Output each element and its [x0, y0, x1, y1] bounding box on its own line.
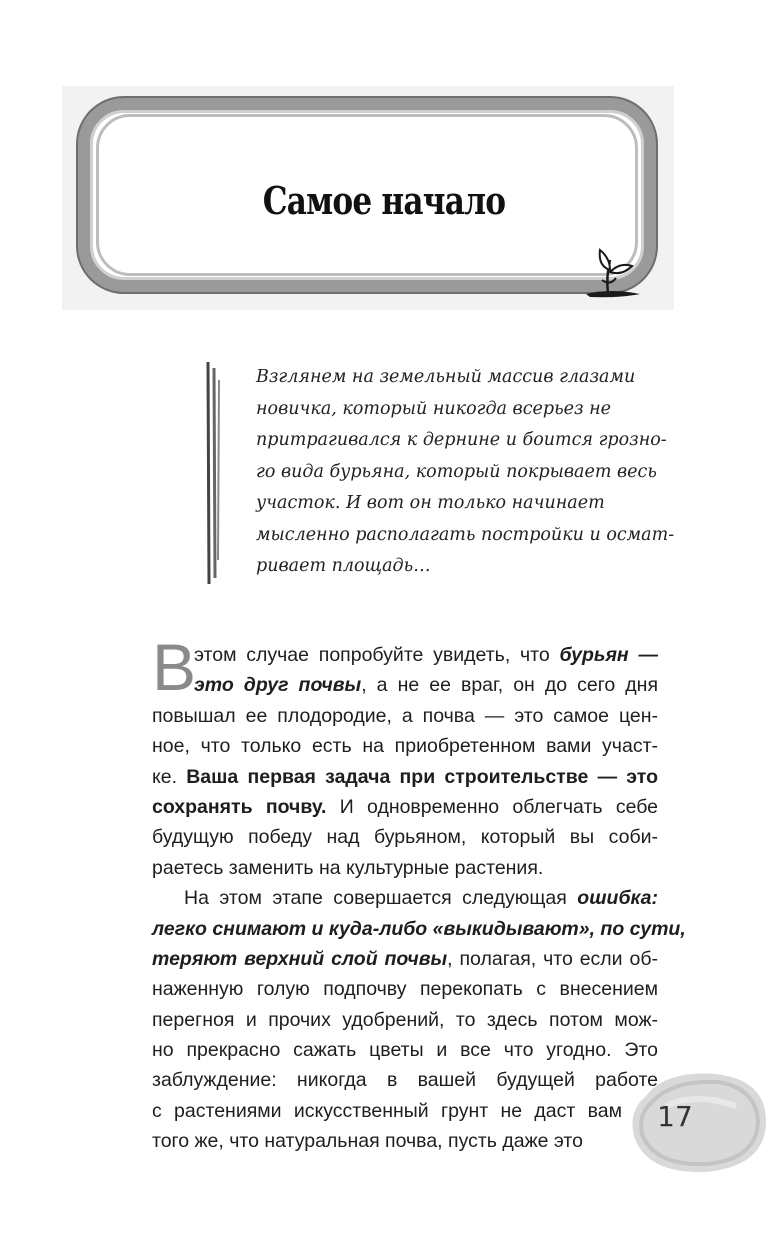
body-line: заблуждение: никогда в вашей будущей работе [152, 1069, 658, 1092]
page-number: 17 [657, 1100, 693, 1133]
text-run: этом случае попробуйте увидеть, что [194, 644, 560, 666]
body-line: повышал ее плодородие, а почва — это самое цен- [152, 704, 658, 727]
intro-line: участок. И вот он только начинает [256, 493, 605, 513]
sprout-icon [580, 236, 644, 302]
body-line: ное, что только есть на приобретенном вами участ- [152, 735, 658, 758]
text-run: , а не ее враг, он до сего дня [361, 674, 659, 697]
body-line: раетесь заменить на культурные растения. [152, 856, 544, 879]
body-line [152, 670, 658, 700]
body-line: но прекрасно сажать цветы и все что угодно. Это [152, 1039, 658, 1062]
text-run: И одновременно облегчать себе [326, 795, 659, 818]
body-line [152, 762, 658, 792]
body-line [152, 792, 658, 822]
intro-line: притрагивался к дернине и боится грозно- [256, 430, 667, 450]
text-run: , полагая, что если об- [447, 947, 658, 970]
intro-line: го вида бурьяна, который покрывает весь [256, 461, 657, 482]
chapter-title: Самое начало [262, 178, 506, 223]
body-line: легко снимают и куда-либо «выкидывают», по сути, [152, 917, 686, 940]
intro-text [256, 362, 675, 583]
body-line [152, 883, 658, 913]
quote-bars [204, 360, 222, 586]
body-line: наженную голую подпочву перекопать с внесением [152, 978, 658, 1001]
emphasis: Ваша первая задача при строительстве — это [186, 765, 658, 788]
body-line [152, 944, 658, 974]
text-run: ке. [152, 765, 187, 788]
body-line: с растениями искусственный грунт не даст вам [152, 1099, 622, 1122]
emphasis: бурьян — [559, 644, 658, 666]
intro-line: новичка, который никогда всерьез не [256, 398, 611, 419]
intro-line: ривает площадь… [256, 556, 431, 576]
body-line: будущую победу над бурьяном, который вы соби- [152, 826, 658, 849]
body-line: того же, что натуральная почва, пусть даже это [152, 1130, 583, 1153]
intro-line: Взглянем на земельный массив глазами [256, 367, 636, 387]
body-line: перегноя и прочих удобрений, то здесь потом мож- [152, 1008, 658, 1031]
emphasis: ошибка: [577, 887, 658, 910]
emphasis: теряют верхний слой почвы [152, 947, 448, 970]
body-line [152, 640, 658, 670]
drop-cap: В [152, 630, 197, 704]
emphasis: сохранять почву. [152, 795, 327, 818]
emphasis: это друг почвы [194, 674, 362, 697]
text-run: На этом этапе совершается следующая [184, 887, 578, 910]
intro-line: мысленно располагать постройки и осмат- [256, 524, 675, 545]
